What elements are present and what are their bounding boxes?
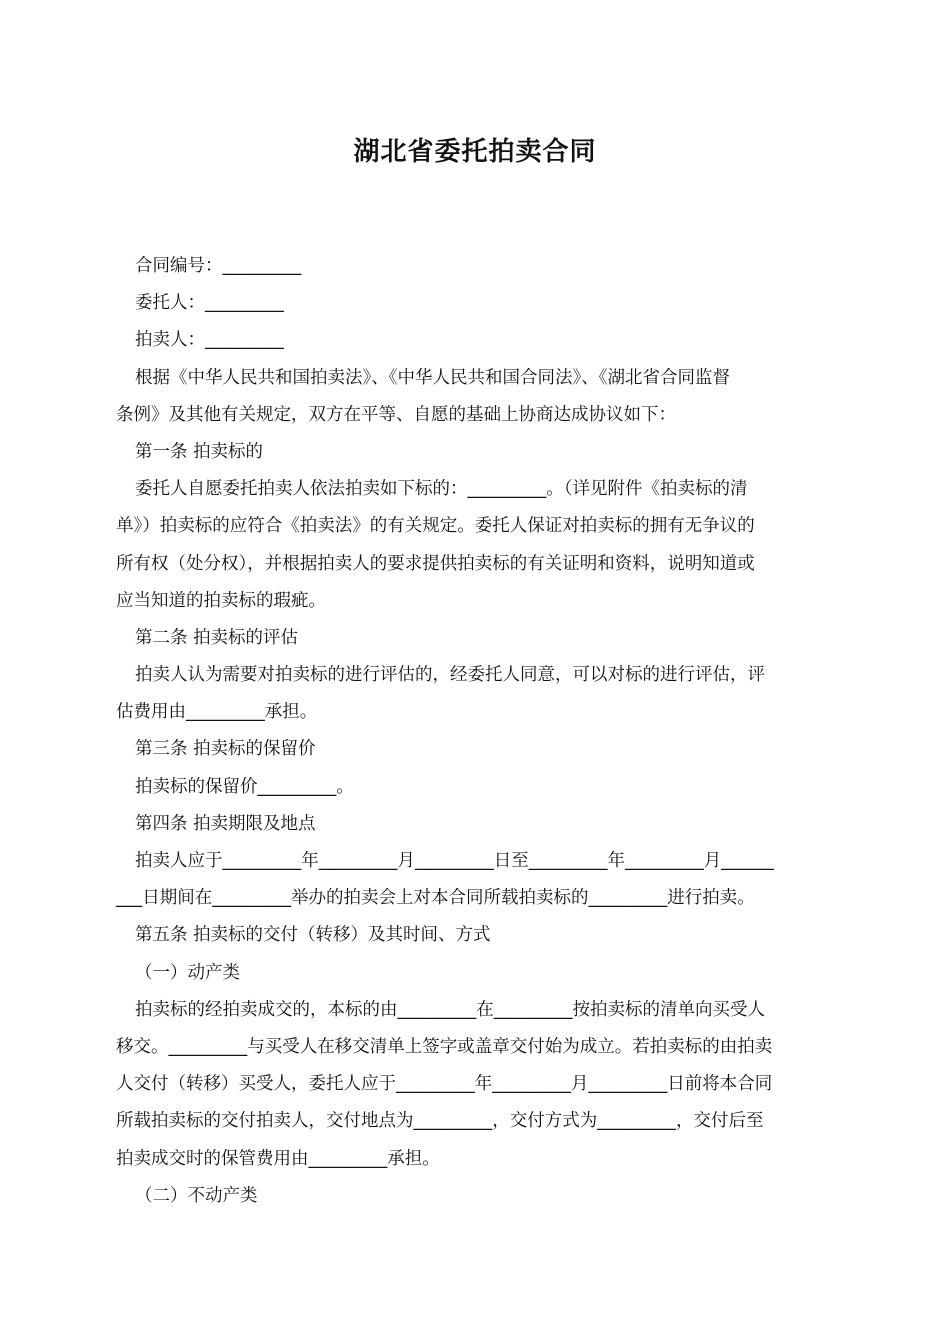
article-5-line-2: 移交。_________与买受人在移交清单上签字或盖章交付始为成立。若拍卖标的由拍卖 xyxy=(116,1036,773,1057)
article-5-line-5: 拍卖成交时的保管费用由_________承担。 xyxy=(116,1148,440,1169)
article-3-heading: 第三条 拍卖标的保留价 xyxy=(135,739,316,760)
article-3-line-1: 拍卖标的保留价_________。 xyxy=(135,776,354,797)
auctioneer-line: 拍卖人：_________ xyxy=(135,330,284,351)
article-5-heading: 第五条 拍卖标的交付（转移）及其时间、方式 xyxy=(135,925,491,946)
article-1-line-4: 应当知道的拍卖标的瑕疵。 xyxy=(116,590,326,611)
article-4-heading: 第四条 拍卖期限及地点 xyxy=(135,813,316,834)
article-1-line-2: 单》）拍卖标的应符合《拍卖法》的有关规定。委托人保证对拍卖标的拥有无争议的 xyxy=(116,516,755,537)
article-2-heading: 第二条 拍卖标的评估 xyxy=(135,627,299,648)
article-1-line-1: 委托人自愿委托拍卖人依法拍卖如下标的：_________。（详见附件《拍卖标的清 xyxy=(135,479,748,500)
contract-number-line: 合同编号：_________ xyxy=(135,256,302,276)
principal-line: 委托人：_________ xyxy=(135,293,284,314)
article-1-line-3: 所有权（处分权），并根据拍卖人的要求提供拍卖标的有关证明和资料，说明知道或 xyxy=(116,553,755,574)
article-5-line-4: 所载拍卖标的交付拍卖人，交付地点为_________，交付方式为_________，交付后至 xyxy=(116,1111,764,1132)
article-4-line-2: ___日期间在_________举办的拍卖会上对本合同所载拍卖标的_________进行拍卖。 xyxy=(116,888,755,909)
immovable-property-heading: （二）不动产类 xyxy=(135,1185,258,1206)
preamble-line-1: 根据《中华人民共和国拍卖法》、《中华人民共和国合同法》、《湖北省合同监督 xyxy=(135,367,730,388)
article-2-line-2: 估费用由_________承担。 xyxy=(116,702,318,723)
article-4-line-1: 拍卖人应于_________年_________月_________日至_________年_________月______ xyxy=(135,851,774,871)
article-1-heading: 第一条 拍卖标的 xyxy=(135,441,264,462)
article-5-line-1: 拍卖标的经拍卖成交的，本标的由_________在_________按拍卖标的清单向买受人 xyxy=(135,999,765,1020)
preamble-line-2: 条例》及其他有关规定，双方在平等、自愿的基础上协商达成协议如下： xyxy=(116,404,676,425)
document-body xyxy=(116,248,836,1215)
movable-property-heading: （一）动产类 xyxy=(135,962,240,983)
document-title: 湖北省委托拍卖合同 xyxy=(353,137,597,167)
article-5-line-3: 人交付（转移）买受人，委托人应于_________年_________月_________日前将本合同 xyxy=(116,1074,773,1095)
article-2-line-1: 拍卖人认为需要对拍卖标的进行评估的，经委托人同意，可以对标的进行评估，评 xyxy=(135,665,765,686)
